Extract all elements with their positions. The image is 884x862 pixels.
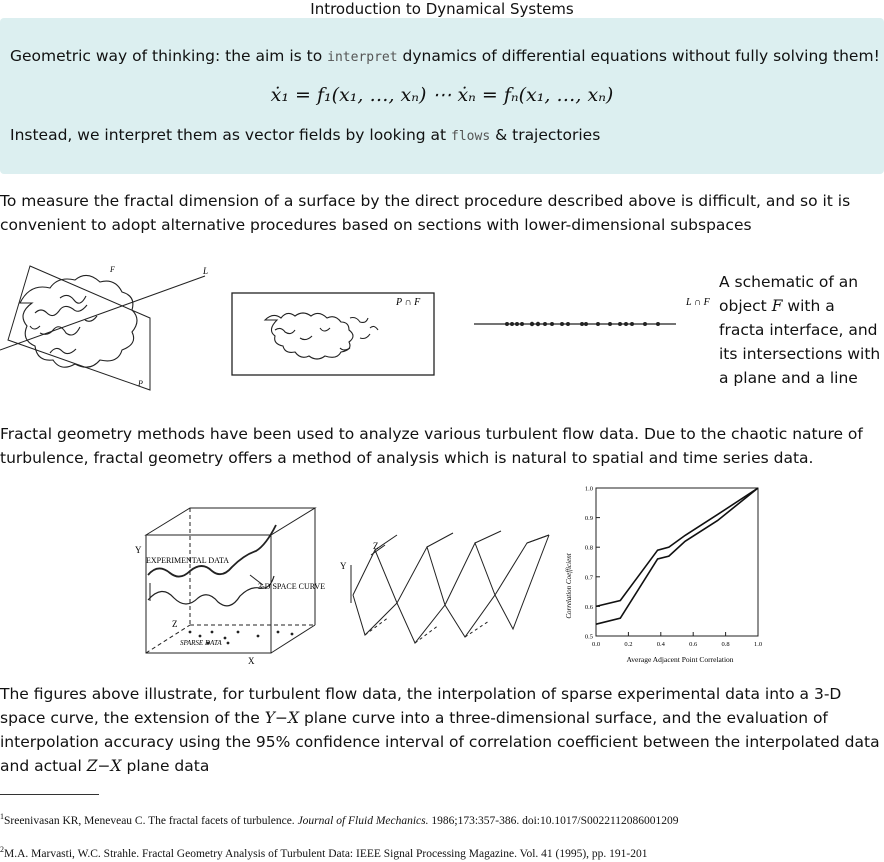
plane-section-fractal bbox=[265, 313, 378, 359]
chart-xlabel: Average Adjacent Point Correlation bbox=[626, 655, 734, 664]
y-tick-label: 0.6 bbox=[584, 603, 593, 611]
x-tick-label: 0.8 bbox=[721, 641, 730, 648]
x-tick-label: 0.6 bbox=[689, 641, 698, 648]
label-PnF: P ∩ F bbox=[396, 297, 421, 308]
y-tick-label: 0.7 bbox=[584, 574, 593, 582]
surface-label-y: Y bbox=[340, 561, 347, 571]
footnote-divider bbox=[0, 794, 99, 795]
footnote-1: $^1$Sreenivasan KR, Meneveau C. The fractal facets of turbulence. Journal of Fluid Mechanics. 1986;173:357-386. doi:10.1017/S0022112086001209 bbox=[0, 812, 679, 827]
figure-fractal-sections bbox=[0, 258, 710, 398]
callout-line-1: Geometric way of thinking: the aim is to interpret dynamics of differential equations without fully solving them! bbox=[10, 47, 880, 65]
math-yx: Y−X bbox=[264, 709, 300, 727]
x-tick-label: 0.2 bbox=[624, 641, 633, 648]
callout-equation: ẋ₁ = f₁(x₁, …, xₙ) ⋯ ẋₙ = fₙ(x₁, …, xₙ) bbox=[270, 84, 614, 106]
figure-3d-space-curve bbox=[130, 505, 330, 670]
chart-correlation bbox=[562, 484, 772, 669]
cube-top-face bbox=[146, 508, 315, 535]
axis-label-z: Z bbox=[172, 619, 178, 629]
paragraph-figure-description: The figures above illustrate, for turbulent flow data, the interpolation of sparse experimental data into a 3-D space curve, the extension of the Y−X plane curve into a three-dimensional surface, and the evaluation of interpolation accuracy using the 95% confidence interval of correlation coefficient between the interpolated data and actual Z−X plane data bbox=[0, 685, 880, 775]
paragraph-fractal-measure: To measure the fractal dimension of a surface by the direct procedure described above is difficult, and so it is convenient to adopt alternative procedures based on sections with lower-dimensional subspaces bbox=[0, 192, 851, 234]
label-F: F bbox=[110, 265, 115, 274]
label-sparse-data: SPARSE DATA bbox=[180, 639, 222, 647]
label-experimental-data: EXPERIMENTAL DATA bbox=[146, 556, 230, 565]
y-tick-label: 1.0 bbox=[584, 485, 593, 493]
x-tick-label: 1.0 bbox=[753, 641, 763, 648]
inline-code-flows: flows bbox=[451, 129, 491, 144]
label-L: L bbox=[203, 266, 209, 276]
experimental-curve bbox=[148, 525, 276, 577]
page-title: Introduction to Dynamical Systems bbox=[310, 0, 574, 18]
axis-label-x: X bbox=[248, 656, 255, 666]
label-LnF: L ∩ F bbox=[686, 297, 710, 308]
callout-line-2: Instead, we interpret them as vector fields by looking at flows & trajectories bbox=[10, 126, 601, 144]
math-zx: Z−X bbox=[86, 757, 122, 775]
y-tick-label: 0.9 bbox=[584, 515, 593, 523]
surface-label-z: Z bbox=[373, 541, 379, 551]
label-3d-space-curve: 3-D SPACE CURVE bbox=[258, 582, 326, 591]
space-curve bbox=[148, 576, 274, 606]
label-P: P bbox=[138, 379, 143, 388]
chart-x-ticks bbox=[592, 632, 762, 648]
inline-code-interpret: interpret bbox=[327, 50, 398, 65]
chart-plot-area bbox=[596, 488, 758, 636]
chart-series bbox=[596, 488, 758, 624]
series-line-upper-bound bbox=[596, 488, 758, 606]
line-L bbox=[0, 276, 205, 350]
y-tick-label: 0.5 bbox=[584, 633, 593, 641]
y-tick-label: 0.8 bbox=[584, 544, 593, 552]
series-line-lower-bound bbox=[596, 488, 758, 624]
x-tick-label: 0.4 bbox=[656, 641, 665, 648]
footnote-2: $^2$M.A. Marvasti, W.C. Strahle. Fractal Geometry Analysis of Turbulent Data: IEEE Signal Processing Magazine. Vol. 41 (1995), pp. 191-201 bbox=[0, 845, 648, 860]
chart-ylabel: Correlation Coefficient bbox=[565, 553, 573, 619]
figure-3d-surface bbox=[335, 525, 555, 655]
paragraph-turbulent-flow: Fractal geometry methods have been used to analyze various turbulent flow data. Due to the chaotic nature of turbulence, fractal geometry offers a method of analysis which is natural to spatial and time series data. bbox=[0, 425, 863, 467]
figure-caption: A schematic of an object F with a fracta interface, and its intersections with a plane and a line bbox=[719, 273, 881, 387]
axis-label-y: Y bbox=[135, 545, 142, 555]
chart-y-ticks bbox=[585, 486, 600, 641]
x-tick-label: 0.0 bbox=[591, 641, 601, 648]
callout-box bbox=[0, 18, 884, 174]
